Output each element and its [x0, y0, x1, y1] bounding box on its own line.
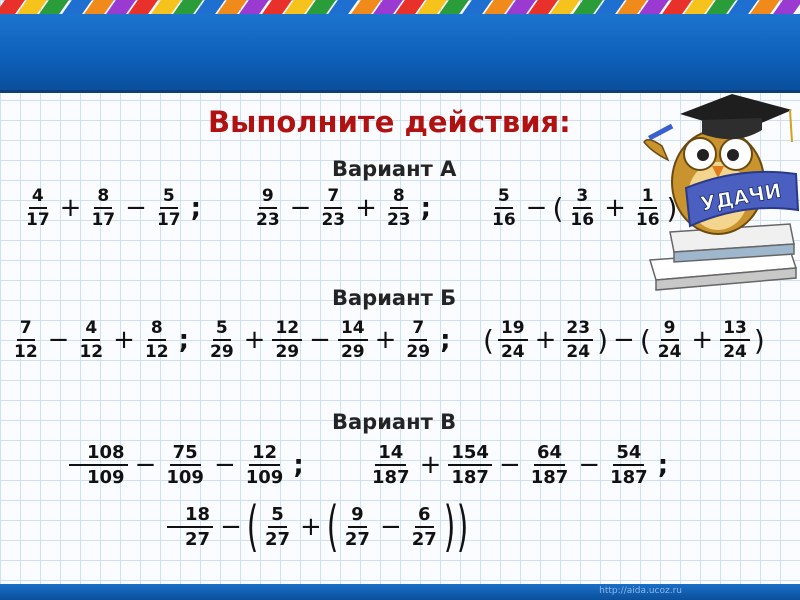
parenthesis: (	[246, 495, 259, 558]
numerator: 108	[69, 442, 128, 466]
semicolon: ;	[420, 193, 432, 223]
numerator: 12	[272, 318, 302, 341]
denominator: 187	[610, 467, 648, 488]
semicolon: ;	[657, 450, 669, 480]
numerator: 9	[348, 504, 367, 528]
numerator: 5	[160, 186, 178, 209]
expression	[204, 318, 454, 362]
numerator: 1	[639, 186, 657, 209]
denominator: 16	[635, 210, 660, 230]
fraction	[76, 318, 106, 362]
fraction	[69, 442, 128, 488]
numerator: 3	[573, 186, 591, 209]
numerator: 154	[448, 442, 492, 466]
denominator: 109	[166, 467, 204, 488]
operator: −	[47, 325, 70, 355]
fraction	[207, 318, 237, 362]
denominator: 187	[372, 467, 410, 488]
denominator: 24	[566, 342, 591, 362]
denominator: 29	[210, 342, 234, 362]
fraction	[167, 504, 213, 550]
operator: −	[309, 325, 331, 355]
parenthesis: (	[639, 323, 651, 357]
denominator: 12	[79, 342, 104, 362]
footer-url: http://aida.ucoz.ru	[599, 586, 682, 596]
numerator: 14	[338, 318, 368, 341]
denominator: 187	[451, 467, 489, 488]
fraction	[154, 186, 184, 230]
fraction	[384, 186, 414, 230]
page-title: Выполните действия:	[208, 105, 571, 139]
numerator: 5	[213, 318, 231, 341]
fraction	[498, 318, 528, 362]
expression	[20, 186, 205, 230]
denominator: 16	[492, 210, 516, 230]
numerator: 7	[409, 318, 427, 341]
numerator: 8	[390, 186, 408, 209]
numerator: 9	[661, 318, 679, 341]
numerator: 5	[495, 186, 513, 209]
operator: −	[525, 193, 548, 223]
expression	[8, 318, 193, 362]
fraction	[528, 442, 572, 488]
fraction	[655, 318, 685, 362]
denominator: 23	[386, 210, 411, 230]
fraction	[342, 504, 373, 550]
operator: −	[289, 193, 312, 223]
parenthesis: (	[483, 323, 494, 357]
denominator: 12	[144, 342, 169, 362]
fraction	[409, 504, 440, 550]
denominator: 187	[530, 467, 569, 488]
operator: +	[300, 512, 322, 542]
variant-v-heading: Вариант В	[332, 410, 457, 434]
parenthesis: (	[326, 495, 339, 558]
expression	[66, 442, 308, 488]
operator: −	[213, 450, 236, 480]
fraction	[369, 442, 413, 488]
numerator: 54	[613, 442, 644, 466]
operator: −	[613, 325, 635, 355]
numerator: 9	[259, 186, 277, 209]
fraction	[489, 186, 519, 230]
parenthesis: )	[443, 495, 456, 558]
fraction	[567, 186, 597, 230]
numerator: 18	[167, 504, 213, 528]
fraction	[23, 186, 53, 230]
denominator: 17	[156, 210, 181, 230]
operator: +	[113, 325, 135, 355]
semicolon: ;	[190, 193, 202, 223]
numerator: 8	[148, 318, 166, 341]
numerator: 7	[17, 318, 35, 341]
header-band	[0, 14, 800, 93]
operator: −	[379, 512, 402, 542]
numerator: 6	[415, 504, 434, 528]
numerator: 64	[534, 442, 565, 466]
denominator: 27	[264, 529, 290, 550]
fraction	[88, 186, 118, 230]
expression	[164, 495, 469, 558]
denominator: 24	[723, 342, 747, 362]
numerator: 23	[563, 318, 593, 341]
variant-a-heading: Вариант А	[332, 157, 457, 181]
denominator: 27	[185, 529, 211, 550]
fraction	[607, 442, 651, 488]
banner-text: УДАЧИ	[698, 178, 784, 217]
denominator: 29	[340, 342, 365, 362]
parenthesis: )	[666, 191, 678, 225]
expression	[366, 442, 672, 488]
numerator: 4	[29, 186, 47, 209]
numerator: 4	[82, 318, 100, 341]
operator: +	[59, 193, 82, 223]
operator: −	[578, 450, 601, 480]
operator: −	[134, 450, 157, 480]
numerator: 12	[249, 442, 280, 466]
operator: +	[419, 450, 442, 480]
denominator: 12	[14, 342, 38, 362]
expression	[482, 318, 766, 362]
fraction	[262, 504, 293, 550]
denominator: 17	[91, 210, 116, 230]
fraction	[720, 318, 750, 362]
numerator: 5	[268, 504, 287, 528]
semicolon: ;	[178, 325, 190, 355]
numerator: 8	[94, 186, 112, 209]
fraction	[142, 318, 172, 362]
denominator: 109	[245, 467, 284, 488]
denominator: 29	[275, 342, 300, 362]
denominator: 17	[26, 210, 50, 230]
fraction	[403, 318, 433, 362]
numerator: 13	[720, 318, 750, 341]
fraction	[272, 318, 302, 362]
operator: +	[243, 325, 266, 355]
fraction	[338, 318, 368, 362]
operator: +	[691, 325, 714, 355]
numerator: 7	[324, 186, 342, 209]
fraction	[318, 186, 348, 230]
fraction	[163, 442, 207, 488]
decorative-stripe	[0, 0, 800, 14]
numerator: 19	[498, 318, 528, 341]
operator: +	[604, 193, 626, 223]
operator: −	[125, 193, 147, 223]
fraction	[448, 442, 492, 488]
operator: +	[534, 325, 557, 355]
operator: +	[355, 193, 377, 223]
numerator: 14	[375, 442, 406, 466]
denominator: 29	[406, 342, 431, 362]
fraction	[253, 186, 283, 230]
operator: +	[374, 325, 397, 355]
fraction	[243, 442, 287, 488]
denominator: 27	[344, 529, 370, 550]
operator: −	[220, 512, 242, 542]
numerator: 75	[170, 442, 201, 466]
parenthesis: )	[753, 323, 765, 357]
denominator: 16	[570, 210, 595, 230]
parenthesis: )	[597, 323, 609, 357]
variant-b-heading: Вариант Б	[332, 286, 457, 310]
fraction	[563, 318, 593, 362]
denominator: 24	[500, 342, 525, 362]
denominator: 109	[87, 467, 125, 488]
parenthesis: (	[552, 191, 564, 225]
fraction	[11, 318, 41, 362]
denominator: 23	[256, 210, 280, 230]
operator: −	[498, 450, 521, 480]
semicolon: ;	[440, 325, 451, 355]
parenthesis: )	[456, 495, 469, 558]
denominator: 23	[321, 210, 346, 230]
denominator: 27	[411, 529, 437, 550]
owl-mascot-illustration	[640, 92, 800, 302]
denominator: 24	[657, 342, 682, 362]
expression	[250, 186, 435, 230]
semicolon: ;	[293, 450, 304, 480]
